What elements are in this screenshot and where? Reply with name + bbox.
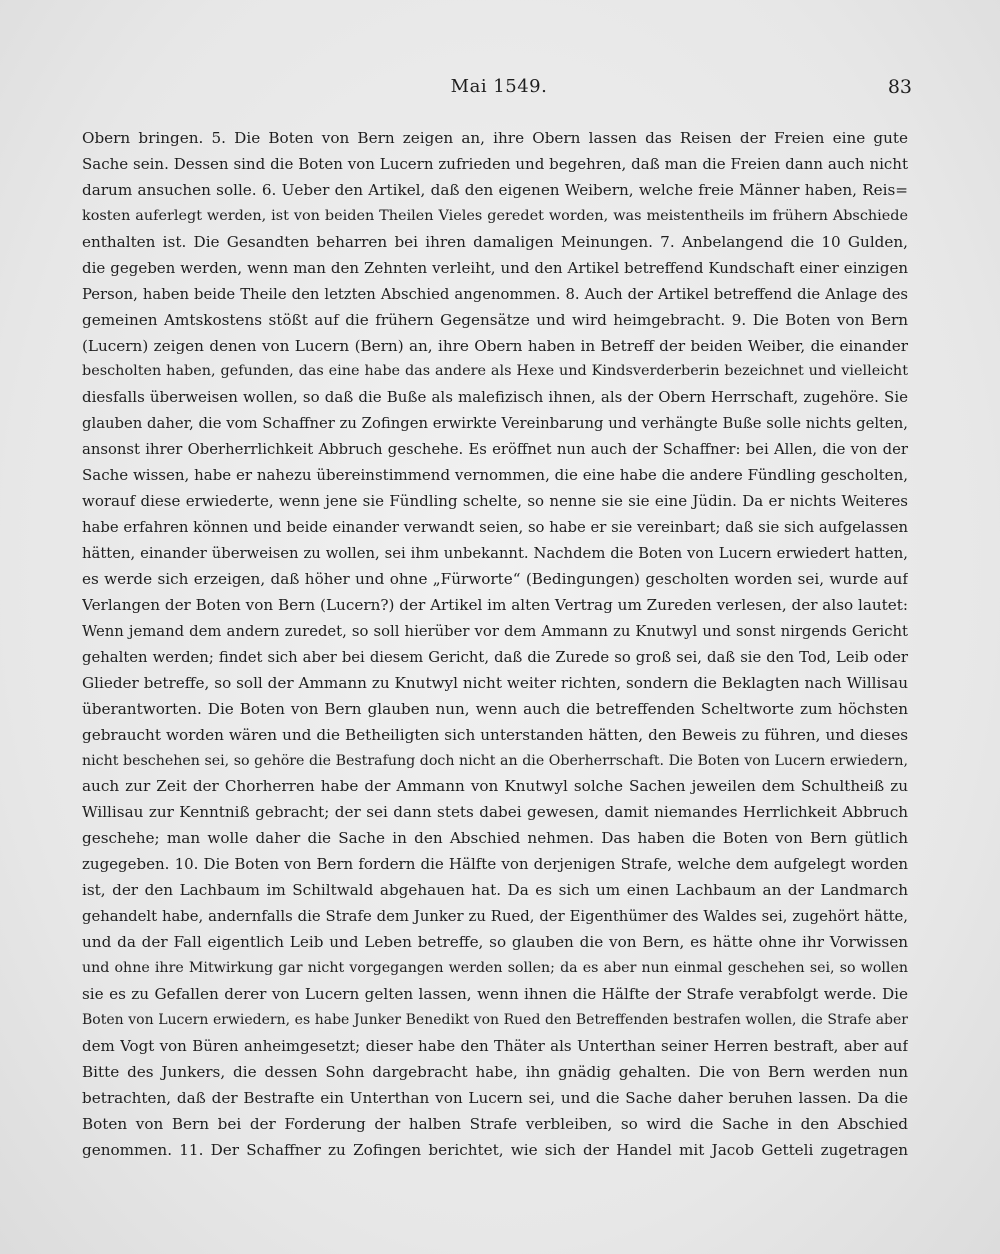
text-line: gebraucht worden wären und die Betheiligten sich unterstanden hätten, den Beweis zu führen, und dieses (82, 725, 908, 744)
text-line: und ohne ihre Mitwirkung gar nicht vorgegangen werden sollen; da es aber nun einmal geschehen sei, so wollen (82, 960, 908, 976)
text-line: dem Vogt von Büren anheimgesetzt; dieser habe den Thäter als Unterthan seiner Herren bestraft, aber auf (82, 1036, 908, 1055)
text-line: Sache sein. Dessen sind die Boten von Lucern zufrieden und begehren, daß man die Freien dann auch nicht (82, 154, 908, 173)
text-line: Boten von Lucern erwiedern, es habe Junker Benedikt von Rued den Betreffenden bestrafen wollen, die Strafe aber (82, 1011, 908, 1028)
text-line: Wenn jemand dem andern zuredet, so soll hierüber vor dem Ammann zu Knutwyl und sonst nirgends Gericht (82, 622, 908, 640)
running-title: Mai 1549. (450, 76, 548, 97)
text-line: geschehe; man wolle daher die Sache in den Abschied nehmen. Das haben die Boten von Bern gütlich (82, 829, 908, 848)
text-line: Verlangen der Boten von Bern (Lucern?) der Artikel im alten Vertrag um Zureden verlesen, der also lautet: (82, 595, 908, 614)
text-line: Sache wissen, habe er nahezu übereinstimmend vernommen, die eine habe die andere Fündling gescholten, (82, 466, 908, 485)
text-line: Glieder betreffe, so soll der Ammann zu Knutwyl nicht weiter richten, sondern die Beklagten nach Willisau (82, 673, 908, 692)
running-head (82, 76, 916, 106)
text-line: bescholten haben, gefunden, das eine habe das andere als Hexe und Kindsverderberin bezeichnet und vielleicht (82, 363, 908, 380)
body-text (82, 126, 908, 1164)
text-line: Willisau zur Kenntniß gebracht; der sei dann stets dabei gewesen, damit niemandes Herrlichkeit Abbruch (82, 803, 908, 822)
text-line: enthalten ist. Die Gesandten beharren bei ihren damaligen Meinungen. 7. Anbelangend die 10 Gulden, (82, 232, 908, 251)
text-line: gehandelt habe, andernfalls die Strafe dem Junker zu Rued, der Eigenthümer des Waldes sei, zugehört hätte, (82, 908, 908, 926)
text-line: glauben daher, die vom Schaffner zu Zofingen erwirkte Vereinbarung und verhängte Buße solle nichts gelten, (82, 415, 908, 433)
text-line: ist, der den Lachbaum im Schiltwald abgehauen hat. Da es sich um einen Lachbaum an der Landmarch (82, 881, 908, 900)
text-line: zugegeben. 10. Die Boten von Bern fordern die Hälfte von derjenigen Strafe, welche dem aufgelegt worden (82, 855, 908, 874)
text-line: gemeinen Amtskostens stößt auf die frühern Gegensätze und wird heimgebracht. 9. Die Boten von Bern (82, 310, 908, 329)
text-line: auch zur Zeit der Chorherren habe der Ammann von Knutwyl solche Sachen jeweilen dem Schultheiß zu (82, 777, 908, 796)
page-number: 83 (887, 76, 912, 98)
text-line: habe erfahren können und beide einander verwandt seien, so habe er sie vereinbart; daß sie sich aufgelassen (82, 519, 908, 537)
text-line: es werde sich erzeigen, daß höher und ohne „Fürworte“ (Bedingungen) gescholten worden sei, wurde auf (82, 569, 908, 588)
text-line: Boten von Bern bei der Forderung der halben Strafe verbleiben, so wird die Sache in den Abschied (82, 1114, 908, 1133)
text-line: Bitte des Junkers, die dessen Sohn dargebracht habe, ihn gnädig gehalten. Die von Bern werden nun (82, 1062, 908, 1081)
text-line: betrachten, daß der Bestrafte ein Unterthan von Lucern sei, und die Sache daher beruhen lassen. Da die (82, 1088, 908, 1107)
text-line: Person, haben beide Theile den letzten Abschied angenommen. 8. Auch der Artikel betreffend die Anlage des (82, 285, 908, 303)
text-line: darum ansuchen solle. 6. Ueber den Artikel, daß den eigenen Weibern, welche freie Männer haben, Reis= (82, 180, 908, 199)
text-line: nicht beschehen sei, so gehöre die Bestrafung doch nicht an die Oberherrschaft. Die Boten von Lucern erwiedern, (82, 752, 908, 769)
text-line: ansonst ihrer Oberherrlichkeit Abbruch geschehe. Es eröffnet nun auch der Schaffner: bei Allen, die von der (82, 441, 908, 459)
text-line: überantworten. Die Boten von Bern glauben nun, wenn auch die betreffenden Scheltworte zum höchsten (82, 699, 908, 718)
text-line: die gegeben werden, wenn man den Zehnten verleiht, und den Artikel betreffend Kundschaft einer einzigen (82, 258, 908, 277)
text-line: genommen. 11. Der Schaffner zu Zofingen berichtet, wie sich der Handel mit Jacob Getteli zugetragen (82, 1140, 908, 1159)
text-line: hätten, einander überweisen zu wollen, sei ihm unbekannt. Nachdem die Boten von Lucern erwiedert hatten, (82, 545, 908, 562)
text-line: und da der Fall eigentlich Leib und Leben betreffe, so glauben die von Bern, es hätte ohne ihr Vorwissen (82, 933, 908, 952)
text-line: Obern bringen. 5. Die Boten von Bern zeigen an, ihre Obern lassen das Reisen der Freien eine gute (82, 129, 908, 147)
text-line: sie es zu Gefallen derer von Lucern gelten lassen, wenn ihnen die Hälfte der Strafe verabfolgt werde. Die (82, 984, 908, 1003)
text-line: diesfalls überweisen wollen, so daß die Buße als malefizisch ihnen, als der Obern Herrschaft, zugehöre. Sie (82, 388, 908, 407)
text-line: worauf diese erwiederte, wenn jene sie Fündling schelte, so nenne sie sie eine Jüdin. Da er nichts Weiteres (82, 492, 908, 511)
text-line: kosten auferlegt werden, ist von beiden Theilen Vieles geredet worden, was meistentheils im frühern Abschiede (82, 207, 908, 224)
text-line: (Lucern) zeigen denen von Lucern (Bern) an, ihre Obern haben in Betreff der beiden Weiber, die einander (82, 336, 908, 355)
text-line: gehalten werden; findet sich aber bei diesem Gericht, daß die Zurede so groß sei, daß sie den Tod, Leib oder (82, 648, 908, 666)
